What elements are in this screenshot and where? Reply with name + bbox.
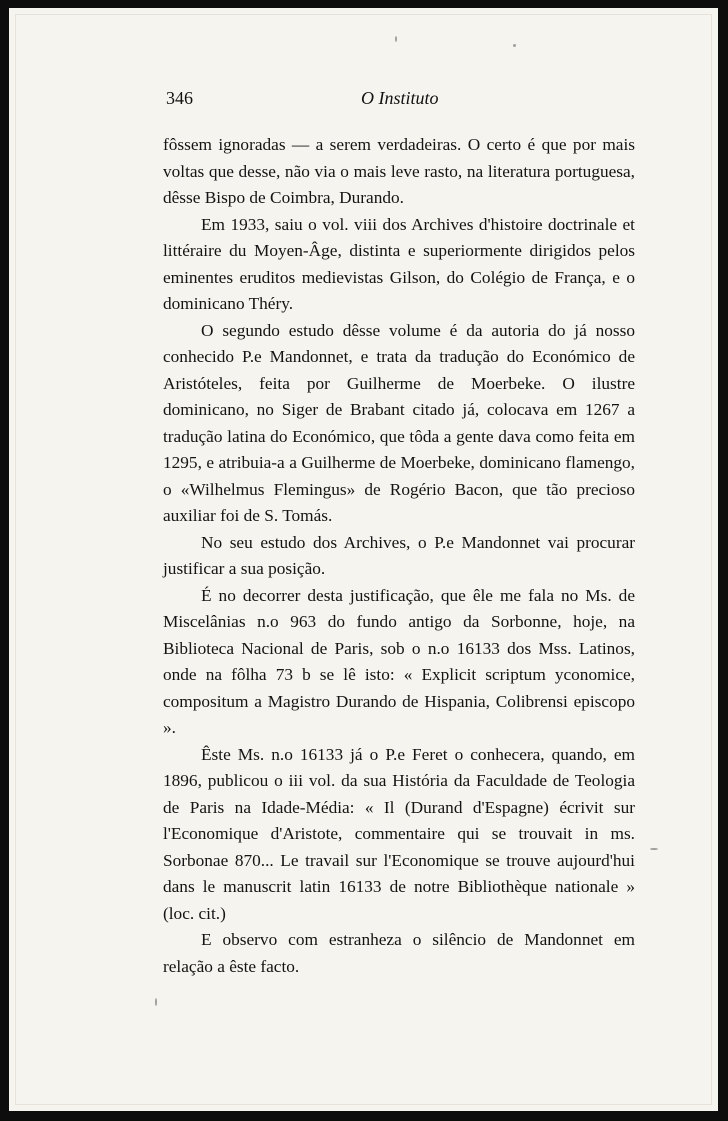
body-text xyxy=(163,132,635,980)
paper-speck xyxy=(513,44,516,47)
paper-speck xyxy=(155,998,157,1006)
paper-speck xyxy=(395,36,397,42)
paragraph: É no decorrer desta justificação, que êle me fala no Ms. de Miscelânias n.o 963 do fundo antigo da Sorbonne, hoje, na Biblioteca Nacional de Paris, sob o n.o 16133 dos Mss. Latinos, onde na fôlha 73 b se lê isto: « Explicit scriptum yconomice, compositum a Magistro Durando de Hispania, Colibrensi episcopo ». xyxy=(163,585,635,737)
book-page xyxy=(9,8,718,1111)
page-header xyxy=(166,88,636,112)
paragraph: O segundo estudo dêsse volume é da autoria do já nosso conhecido P.e Mandonnet, e trata da tradução do Económico de Aristóteles, feita por Guilherme de Moerbeke. O ilustre dominicano, no Siger de Brabant citado já, colocava em 1267 a tradução latina do Económico, que tôda a gente dava como feita em 1295, e atribuia-a a Guilherme de Moerbeke, dominicano flamengo, o «Wilhelmus Flemingus» de Rogério Bacon, que tão precioso auxiliar foi de S. Tomás. xyxy=(163,320,635,525)
paragraph: E observo com estranheza o silêncio de Mandonnet em relação a êste facto. xyxy=(163,930,635,976)
page-number: 346 xyxy=(166,88,193,108)
paragraph: fôssem ignoradas — a serem verdadeiras. O certo é que por mais voltas que desse, não via o mais leve rasto, na literatura portuguesa, dêsse Bispo de Coimbra, Durando. xyxy=(163,135,635,207)
paragraph: Em 1933, saiu o vol. viii dos Archives d'histoire doctrinale et littéraire du Moyen-Âge, distinta e superiormente dirigidos pelos eminentes eruditos medievistas Gilson, do Colégio de França, e o dominicano Théry. xyxy=(163,214,635,313)
paper-speck xyxy=(650,848,658,850)
running-title: O Instituto xyxy=(361,88,439,108)
paragraph: Êste Ms. n.o 16133 já o P.e Feret o conhecera, quando, em 1896, publicou o iii vol. da sua História da Faculdade de Teologia de Paris na Idade-Média: « Il (Durand d'Espagne) écrivit sur l'Economique d'Aristote, commentaire qui se trouvait in ms. Sorbonae 870... Le travail sur l'Economique se trouve aujourd'hui dans le manuscrit latin 16133 de notre Bibliothèque nationale » (loc. cit.) xyxy=(163,744,635,923)
paragraph: No seu estudo dos Archives, o P.e Mandonnet vai procurar justificar a sua posição. xyxy=(163,532,635,578)
